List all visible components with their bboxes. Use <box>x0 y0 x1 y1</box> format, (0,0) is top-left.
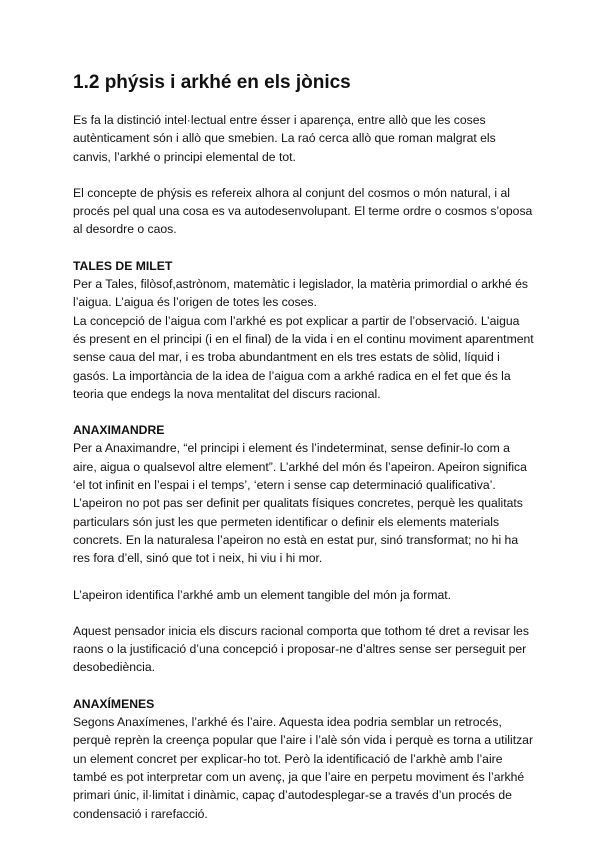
anaximenes-paragraph-1: Segons Anaxímenes, l’arkhé és l’aire. Aquesta idea podria semblar un retrocés, perquè reprèn la creença popular que l’aire i l’alè són vida i perquè es torna a utilitzar un element concret per explicar-ho tot. Però la identificació de l’arkhè amb l’aire també es pot interpretar com un avenç, ja que l’aire en perpetu moviment és l’arkhé primari únic, il·limitat i dinàmic, capaç d’autodesplegar-se a través d’un procés de condensació i rarefacció. <box>73 715 534 821</box>
section-anaximenes <box>73 695 535 823</box>
anaximandre-paragraph-1: Per a Anaximandre, “el principi i element és l’indeterminat, sense definir-lo com a aire, aigua o qualsevol altre element”. L’arkhé del món és l’apeiron. Apeiron significa ‘el tot infinit en l’espai i el temps’, ‘etern i sense cap determinació qualificativa’. L’apeiron no pot pas ser definit per qualitats físiques concretes, perquè les qualitats particulars són just les que permeten identificar o definir els elements materials concrets. En la naturalesa l’apeiron no està en estat pur, sinó transformat; no hi ha res fora d’ell, sinó que tot i neix, hi viu i hi mor. <box>73 441 527 566</box>
document-content <box>73 70 535 841</box>
page-title: 1.2 phýsis i arkhé en els jònics <box>73 72 351 93</box>
anaximandre-paragraph-2: L’apeiron identifica l’arkhé amb un element tangible del món ja format. <box>73 587 452 602</box>
section-anaximandre <box>73 421 535 677</box>
section-heading-tales: TALES DE MILET <box>73 258 173 273</box>
tales-paragraph-1: Per a Tales, filòsof,astrònom, matemàtic i legislador, la matèria primordial o arkhé és l’aigua. L’aigua és l’origen de totes les coses. <box>73 277 528 310</box>
tales-paragraph-2: La concepció de l’aigua com l’arkhé es pot explicar a partir de l’observació. L’aigua és present en el principi (i en el final) de la vida i en el continu moviment aparentment sense caua del mar, i es troba abundantment en els tres estats de sòlid, líquid i gasós. La importància de la idea de l’aigua com a arkhé radica en el fet que és la teoria que endegs la nova mentalitat del discurs racional. <box>73 313 534 401</box>
section-heading-anaximenes: ANAXÍMENES <box>73 696 155 711</box>
section-heading-anaximandre: ANAXIMANDRE <box>73 423 165 438</box>
section-tales <box>73 257 535 403</box>
intro-paragraph-1: Es fa la distinció intel·lectual entre ésser i aparença, entre allò que les coses autènticament són i allò que smebien. La raó cerca allò que roman malgrat els canvis, l’arkhé o principi elemental de tot. <box>73 113 496 164</box>
anaximandre-paragraph-3: Aquest pensador inicia els discurs racional comporta que tothom té dret a revisar les raons o la justificació d’una concepció i proposar-ne d’altres sense ser perseguit per desobediència. <box>73 623 529 675</box>
intro-paragraph-2: El concepte de phýsis es refereix alhora al conjunt del cosmos o món natural, i al procés pel qual una cosa es va autodesenvolupant. El terme ordre o cosmos s’oposa al desordre o caos. <box>73 185 533 237</box>
